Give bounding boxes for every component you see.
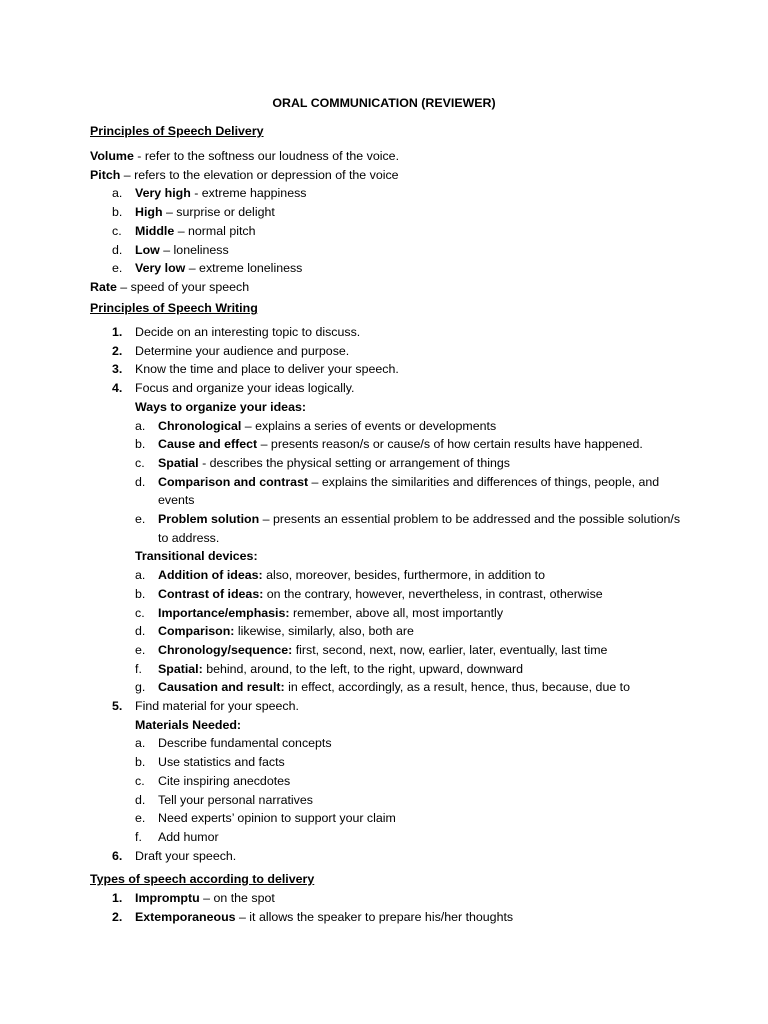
ways-item: b. Cause and effect – presents reason/s or cause/s of how certain results have happened. bbox=[135, 437, 643, 452]
rate-term: Rate bbox=[90, 279, 117, 294]
writing-step: 1. Decide on an interesting topic to discuss. bbox=[112, 325, 361, 339]
rate-text: – speed of your speech bbox=[116, 279, 250, 294]
pitch-item: b. High – surprise or delight bbox=[112, 205, 275, 220]
speech-writing-body bbox=[90, 323, 690, 865]
transitional-item: b. Contrast of ideas: on the contrary, however, nevertheless, in contrast, otherwise bbox=[135, 586, 603, 601]
volume-term: Volume bbox=[90, 149, 134, 163]
transitional-item: g. Causation and result: in effect, accordingly, as a result, hence, thus, because, due to bbox=[135, 680, 630, 695]
transitional-item: d. Comparison: likewise, similarly, also, both are bbox=[135, 624, 414, 639]
speech-type-item: 2. Extemporaneous – it allows the speaker to prepare his/her thoughts bbox=[112, 909, 514, 924]
transitional-item: a. Addition of ideas: also, moreover, besides, furthermore, in addition to bbox=[135, 568, 546, 583]
pitch-line bbox=[90, 166, 690, 185]
ways-item: c. Spatial - describes the physical setting or arrangement of things bbox=[135, 455, 510, 470]
writing-step: 3. Know the time and place to deliver your speech. bbox=[112, 362, 399, 377]
ways-item: d. Comparison and contrast – explains the similarities and differences of things, people, and events bbox=[135, 474, 660, 508]
materials-item: a. Describe fundamental concepts bbox=[135, 736, 332, 751]
pitch-item: e. Very low – extreme loneliness bbox=[112, 261, 303, 276]
pitch-item: d. Low – loneliness bbox=[112, 242, 229, 257]
transitional-item: f. Spatial: behind, around, to the left, to the right, upward, downward bbox=[135, 661, 524, 676]
pitch-term: Pitch bbox=[90, 167, 121, 182]
types-of-speech-body bbox=[90, 889, 690, 926]
writing-step: 4. Focus and organize your ideas logically. bbox=[112, 381, 355, 396]
ways-label: Ways to organize your ideas: bbox=[135, 399, 306, 414]
transitional-label: Transitional devices: bbox=[135, 549, 258, 564]
materials-label: Materials Needed: bbox=[135, 717, 242, 732]
rate-line bbox=[90, 278, 690, 297]
pitch-text: – refers to the elevation or depression of the voice bbox=[120, 167, 399, 182]
transitional-item: c. Importance/emphasis: remember, above all, most importantly bbox=[135, 605, 504, 620]
ways-item: e. Problem solution – presents an essential problem to be addressed and the possible solution/s to address. bbox=[135, 512, 681, 545]
volume-line bbox=[90, 147, 690, 166]
writing-step: 2. Determine your audience and purpose. bbox=[112, 343, 350, 358]
writing-step: 5. Find material for your speech. bbox=[112, 699, 299, 714]
materials-item: d. Tell your personal narratives bbox=[135, 792, 313, 807]
transitional-item: e. Chronology/sequence: first, second, next, now, earlier, later, eventually, last time bbox=[135, 642, 608, 657]
materials-item: f. Add humor bbox=[135, 829, 219, 844]
writing-step: 6. Draft your speech. bbox=[112, 848, 237, 863]
speech-type-item: 1. Impromptu – on the spot bbox=[112, 891, 275, 905]
pitch-item: a. Very high - extreme happiness bbox=[112, 186, 307, 201]
materials-item: e. Need experts’ opinion to support your claim bbox=[135, 811, 396, 826]
document-title: ORAL COMMUNICATION (REVIEWER) bbox=[272, 96, 496, 110]
heading-speech-delivery: Principles of Speech Delivery bbox=[90, 124, 264, 138]
pitch-item: c. Middle – normal pitch bbox=[112, 223, 256, 238]
materials-item: b. Use statistics and facts bbox=[135, 755, 285, 770]
speech-delivery-body bbox=[90, 147, 690, 297]
heading-speech-writing: Principles of Speech Writing bbox=[90, 301, 258, 315]
volume-text: - refer to the softness our loudness of the voice. bbox=[133, 149, 400, 163]
ways-item: a. Chronological – explains a series of events or developments bbox=[135, 418, 497, 433]
materials-item: c. Cite inspiring anecdotes bbox=[135, 773, 291, 788]
heading-types-of-speech: Types of speech according to delivery bbox=[90, 872, 315, 886]
